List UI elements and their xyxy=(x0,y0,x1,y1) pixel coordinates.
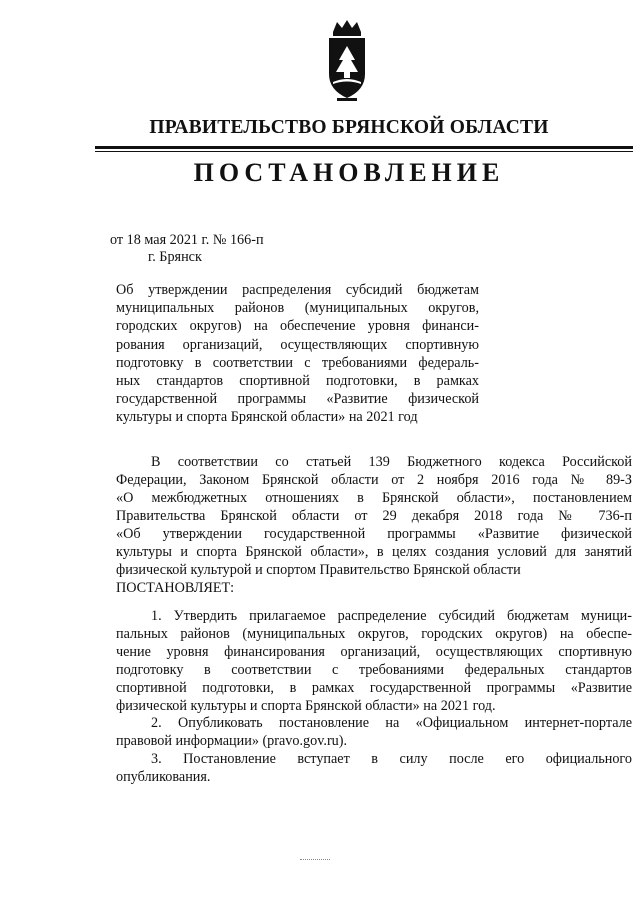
organization-name: ПРАВИТЕЛЬСТВО БРЯНСКОЙ ОБЛАСТИ xyxy=(149,117,549,138)
preamble-line: физической культурой и спортом Правительство Брянской области xyxy=(116,562,521,578)
item-3-paragraph xyxy=(116,750,632,786)
preamble-paragraph xyxy=(116,453,632,597)
header-rule-thin xyxy=(95,151,633,152)
title-line: подготовку в соответствии с требованиями федераль- xyxy=(116,354,479,371)
resolves-keyword: ПОСТАНОВЛЯЕТ: xyxy=(116,580,235,596)
title-line: городских округов) на обеспечение уровня финанси- xyxy=(116,318,479,335)
title-line: ных стандартов спортивной подготовки, в рамках xyxy=(116,373,479,390)
item-1-line: 1. Утвердить прилагаемое распределение субсидий бюджетам муници- xyxy=(151,608,632,624)
document-type: ПОСТАНОВЛЕНИЕ xyxy=(193,158,505,187)
item-3-line: 3. Постановление вступает в силу после его официального xyxy=(151,751,632,767)
preamble-line: В соответствии со статьей 139 Бюджетного кодекса Российской xyxy=(151,454,632,470)
item-3-line: опубликования. xyxy=(116,769,211,785)
item-1-line: подготовку в соответствии с требованиями федеральных стандартов xyxy=(116,662,632,678)
city-line: г. Брянск xyxy=(148,249,202,265)
document-title xyxy=(116,281,479,427)
preamble-line: «О межбюджетных отношениях в Брянской области», постановлением xyxy=(116,490,632,506)
coat-of-arms-emblem xyxy=(323,18,371,104)
title-line: Об утверждении распределения субсидий бюджетам xyxy=(116,282,479,298)
title-line: муниципальных районов (муниципальных округов, xyxy=(116,300,479,317)
item-1-line: пальных районов (муниципальных округов, городских округов) на обеспе- xyxy=(116,626,632,642)
title-line: рования организаций, осуществляющих спортивную xyxy=(116,336,479,353)
scan-artifact-mark xyxy=(300,855,330,860)
header-rule-thick xyxy=(95,146,633,149)
preamble-line: Правительства Брянской области от 29 декабря 2018 года № 736-п xyxy=(116,508,632,524)
item-1-line: чение уровня финансирования организаций, осуществляющих спортивную xyxy=(116,644,632,660)
preamble-line: «Об утверждении государственной программы «Развитие физической xyxy=(116,526,632,542)
item-1-paragraph xyxy=(116,607,632,715)
preamble-line: Федерации, Законом Брянской области от 2 ноября 2016 года № 89-З xyxy=(116,472,632,488)
preamble-line: культуры и спорта Брянской области», в целях создания условий для занятий xyxy=(116,544,632,560)
title-line: государственной программы «Развитие физической xyxy=(116,391,479,408)
title-line: культуры и спорта Брянской области» на 2021 год xyxy=(116,409,418,426)
item-2-line: правовой информации» (pravo.gov.ru). xyxy=(116,733,348,749)
item-1-line: физической культуры и спорта Брянской области» на 2021 год. xyxy=(116,698,496,714)
item-1-line: спортивной подготовки, в рамках государственной программы «Развитие xyxy=(116,680,632,696)
date-number-line: от 18 мая 2021 г. № 166-п xyxy=(110,232,264,248)
item-2-paragraph xyxy=(116,714,632,750)
item-2-line: 2. Опубликовать постановление на «Официальном интернет-портале xyxy=(151,715,632,731)
